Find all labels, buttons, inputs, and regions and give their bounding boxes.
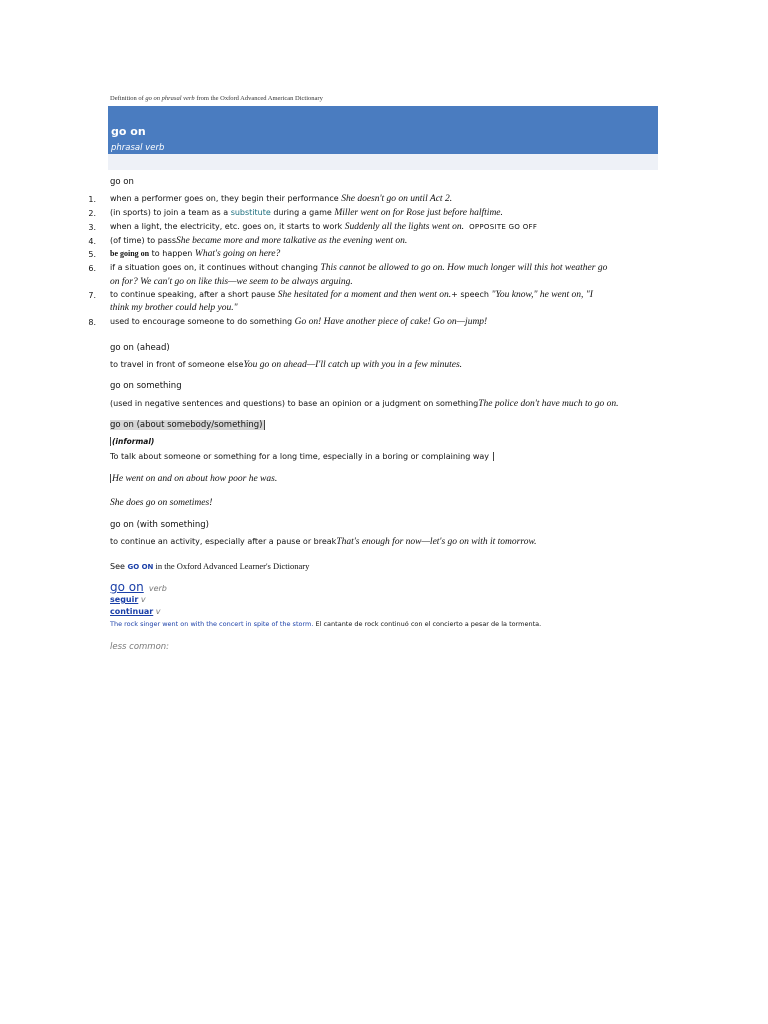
example: She hesitated for a moment and then went on. <box>277 290 452 300</box>
sense-7: to continue speaking, after a short pause She hesitated for a moment and then went on.+ speech "You know," he went on, "I <box>110 290 593 300</box>
sense-number: 1. <box>88 195 96 204</box>
opposite-xref[interactable]: OPPOSITE GO OFF <box>469 223 538 231</box>
part-of-speech: phrasal verb <box>111 143 165 153</box>
example: Suddenly all the lights went on. <box>344 222 464 232</box>
example: Go on! Have another piece of cake! Go on—jump! <box>294 317 488 327</box>
phrase-heading-highlighted: go on (about somebody/something) <box>110 420 265 430</box>
sense-6-cont: on for? We can't go on like this—we seem to be always arguing. <box>110 277 353 287</box>
example: You go on ahead—I'll catch up with you in a few minutes. <box>243 360 463 370</box>
spanish-headword-line <box>110 580 167 594</box>
phrase-definition: (used in negative sentences and questions) to base an opinion or a judgment on somethingThe police don't have much to go on. <box>110 399 619 409</box>
phrase-heading: go on something <box>110 381 182 391</box>
example: She doesn't go on until Act 2. <box>341 194 453 204</box>
sense-1: when a performer goes on, they begin their performance She doesn't go on until Act 2. <box>110 194 453 204</box>
source-caption: Definition of go on phrasal verb from the Oxford Advanced American Dictionary <box>110 95 323 102</box>
translation-2: continuar v <box>110 607 161 616</box>
entry-label: go on <box>110 177 134 187</box>
translation-1: seguir v <box>110 595 146 604</box>
example: The police don't have much to go on. <box>478 399 619 409</box>
sense-number: 3. <box>88 223 96 232</box>
example: That's enough for now—let's go on with it tomorrow. <box>336 537 537 547</box>
caption-term: go on phrasal verb <box>145 95 195 102</box>
translation-link[interactable]: continuar <box>110 607 154 616</box>
phrase-definition: to travel in front of someone elseYou go on ahead—I'll catch up with you in a few minutes. <box>110 360 463 370</box>
translation-link[interactable]: seguir <box>110 595 139 604</box>
example: What's going on here? <box>194 249 281 259</box>
phrase-heading: go on (ahead) <box>110 343 170 353</box>
spanish-pos: verb <box>148 584 167 593</box>
spanish-example: The rock singer went on with the concert in spite of the storm. El cantante de rock continuó con el concierto a pesar de la tormenta. <box>110 620 542 628</box>
substitute-link[interactable]: substitute <box>230 208 271 217</box>
sense-7-cont: think my brother could help you." <box>110 303 238 313</box>
header-strip <box>108 154 658 170</box>
spanish-headword[interactable]: go on <box>110 580 144 594</box>
sense-6: if a situation goes on, it continues without changing This cannot be allowed to go on. How much longer will this hot weather go <box>110 263 608 273</box>
sense-number: 2. <box>88 209 96 218</box>
go-on-link[interactable]: GO ON <box>127 563 154 571</box>
sense-number: 7. <box>88 291 96 300</box>
example: Miller went on for Rose just before halftime. <box>334 208 503 218</box>
example-2: She does go on sometimes! <box>110 498 213 508</box>
phrase-definition: to continue an activity, especially after a pause or breakThat's enough for now—let's go on with it tomorrow. <box>110 537 537 547</box>
less-common-label: less common: <box>110 642 170 652</box>
sense-4: (of time) to passShe became more and more talkative as the evening went on. <box>110 236 408 246</box>
idiom: be going on <box>110 249 150 258</box>
sense-2: (in sports) to join a team as a substitute during a game Miller went on for Rose just before halftime. <box>110 208 503 218</box>
sense-5: be going on to happen What's going on here? <box>110 249 281 259</box>
entry-header <box>108 106 658 154</box>
example: This cannot be allowed to go on. How much longer will this hot weather go <box>320 263 608 273</box>
example: She became more and more talkative as the evening went on. <box>176 236 408 246</box>
sense-8: used to encourage someone to do something Go on! Have another piece of cake! Go on—jump! <box>110 317 488 327</box>
sense-number: 5. <box>88 250 96 259</box>
phrase-heading: go on (with something) <box>110 520 209 530</box>
see-also: See GO ON in the Oxford Advanced Learner's Dictionary <box>110 561 310 571</box>
headword: go on <box>111 125 146 138</box>
sense-number: 4. <box>88 237 96 246</box>
example-1: He went on and on about how poor he was. <box>112 474 278 484</box>
register-label: (informal) <box>112 437 155 446</box>
phrase-definition: To talk about someone or something for a long time, especially in a boring or complaining way <box>110 452 494 461</box>
sense-number: 8. <box>88 318 96 327</box>
sense-3: when a light, the electricity, etc. goes on, it starts to work Suddenly all the lights went on. OPPOSITE GO OFF <box>110 222 538 232</box>
sense-number: 6. <box>88 264 96 273</box>
